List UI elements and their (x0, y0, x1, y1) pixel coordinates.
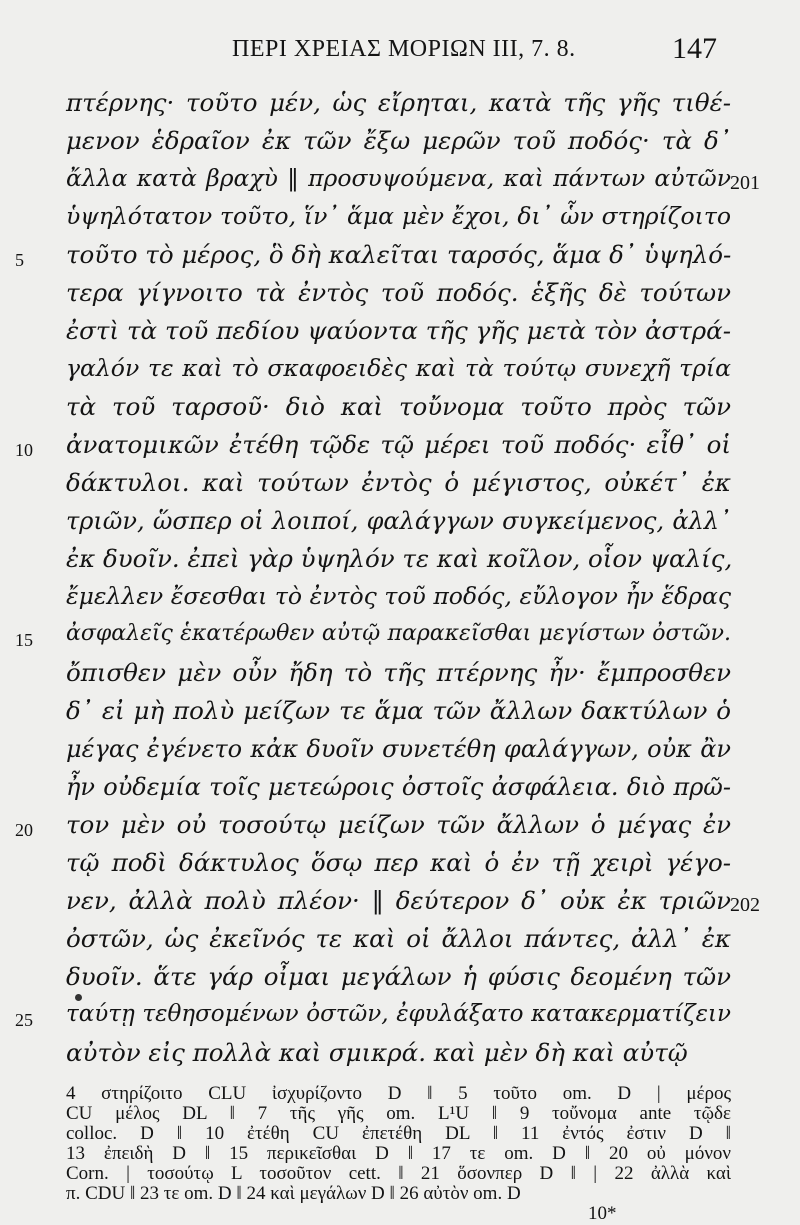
text-line: μέγας ἐγένετο κἀκ δυοῖν συνετέθη φαλάγγων, οὐκ ἂν (66, 735, 731, 763)
line-number: 20 (15, 820, 33, 840)
margin-reference: 202 (730, 894, 760, 916)
text-line: νεν, ἀλλὰ πολὺ πλέον· ‖ δεύτερον δ᾽ οὐκ ἐκ τριῶν (66, 886, 731, 915)
signature-mark: 10* (588, 1203, 617, 1224)
text-line: αὐτὸν εἰς πολλὰ καὶ σμικρά. καὶ μὲν δὴ καὶ αὐτῷ (66, 1038, 688, 1067)
text-line: τριῶν, ὥσπερ οἱ λοιποί, φαλάγγων συγκείμενος, ἀλλ᾽ (66, 507, 731, 535)
footnote-line: Corn. | τοσούτῳ L τοσοῦτον cett. ‖ 21 ὅσονπερ D ‖ | 22 ἀλλὰ καὶ (66, 1163, 731, 1184)
line-number: 25 (15, 1010, 33, 1030)
running-title: ΠΕΡΙ ΧΡΕΙΑΣ ΜΟΡΙΩΝ III, 7. 8. (232, 36, 576, 62)
text-line: τῷ ποδὶ δάκτυλος ὅσῳ περ καὶ ὁ ἐν τῇ χειρὶ γέγο- (66, 848, 731, 877)
text-line: δ᾽ εἰ μὴ πολὺ μείζων τε ἅμα τῶν ἄλλων δακτύλων ὁ (66, 696, 731, 725)
text-line: ἄλλα κατὰ βραχὺ ‖ προσυψούμενα, καὶ πάντων αὐτῶν (66, 164, 731, 192)
footnote-line: 13 ἐπειδὴ D ‖ 15 περικεῖσθαι D ‖ 17 τε om. D ‖ 20 οὐ μόνον (66, 1143, 731, 1164)
text-line: τὰ τοῦ ταρσοῦ· διὸ καὶ τοὔνομα τοῦτο πρὸς τῶν (66, 392, 731, 421)
text-line: ἦν οὐδεμία τοῖς μετεώροις ὀστοῖς ἀσφάλεια. διὸ πρῶ- (66, 773, 731, 801)
text-line: ἐκ δυοῖν. ἐπεὶ γὰρ ὑψηλόν τε καὶ κοῖλον, οἷον ψαλίς, (66, 544, 733, 573)
text-line: γαλόν τε καὶ τὸ σκαφοειδὲς καὶ τὰ τούτῳ συνεχῆ τρία (66, 354, 731, 382)
line-number: 15 (15, 630, 33, 650)
text-line: ὄπισθεν μὲν οὖν ἤδη τὸ τῆς πτέρνης ἦν· ἔμπροσθεν (66, 658, 731, 687)
text-line: ὀστῶν, ὡς ἐκεῖνός τε καὶ οἱ ἄλλοι πάντες, ἀλλ᾽ ἐκ (66, 924, 731, 953)
text-line: πτέρνης· τοῦτο μέν, ὡς εἴρηται, κατὰ τῆς γῆς τιθέ- (66, 88, 731, 117)
footnote-line: CU μέλος DL ‖ 7 τῆς γῆς om. L¹U ‖ 9 τοὔνομα ante τῷδε (66, 1103, 731, 1124)
text-line: τερα γίγνοιτο τὰ ἐντὸς τοῦ ποδός. ἑξῆς δὲ τούτων (66, 278, 731, 307)
page-header (0, 30, 800, 70)
text-line: ταύτῃ τεθησομένων ὀστῶν, ἐφυλάξατο κατακερματίζειν (66, 1001, 731, 1027)
footnote-line: π. CDU ‖ 23 τε om. D ‖ 24 καὶ μεγάλων D ‖ 26 αὐτὸν om. D (66, 1183, 521, 1204)
text-line: ἐστὶ τὰ τοῦ πεδίου ψαύοντα τῆς γῆς μετὰ τὸν ἀστρά- (66, 316, 731, 345)
text-line: δυοῖν. ἅτε γάρ οἶμαι μεγάλων ἡ φύσις δεομένη τῶν (66, 962, 731, 991)
text-line: τον μὲν οὐ τοσούτῳ μείζων τῶν ἄλλων ὁ μέγας ἐν (66, 810, 731, 839)
text-line: ἀνατομικῶν ἐτέθη τῷδε τῷ μέρει τοῦ ποδός· εἶθ᾽ οἱ (66, 430, 731, 459)
text-line: τοῦτο τὸ μέρος, ὃ δὴ καλεῖται ταρσός, ἅμα δ᾽ ὑψηλό- (66, 240, 732, 269)
page-number: 147 (672, 32, 717, 65)
text-line: ἔμελλεν ἔσεσθαι τὸ ἐντὸς τοῦ ποδός, εὔλογον ἦν ἕδρας (66, 582, 731, 610)
footnote-line: 4 στηρίζοιτο CLU ἰσχυρίζοντο D ‖ 5 τοῦτο om. D | μέρος (66, 1083, 731, 1104)
footnote-line: colloc. D ‖ 10 ἐτέθη CU ἐπετέθη DL ‖ 11 ἐντός ἐστιν D ‖ (66, 1123, 731, 1144)
text-line: ἀσφαλεῖς ἑκατέρωθεν αὐτῷ παρακεῖσθαι μεγίστων ὀστῶν. (66, 621, 731, 646)
text-line: ὑψηλότατον τοῦτο, ἵν᾽ ἅμα μὲν ἔχοι, δι᾽ ὧν στηρίζοιτο (66, 202, 731, 230)
text-line: δάκτυλοι. καὶ τούτων ἐντὸς ὁ μέγιστος, οὐκέτ᾽ ἐκ (66, 468, 731, 497)
text-line: μενον ἑδραῖον ἐκ τῶν ἔξω μερῶν τοῦ ποδός· τὰ δ᾽ (66, 126, 731, 155)
line-number: 10 (15, 440, 33, 460)
margin-reference: 201 (730, 172, 760, 194)
stray-ink-dot (75, 994, 82, 1001)
line-number: 5 (15, 250, 24, 270)
